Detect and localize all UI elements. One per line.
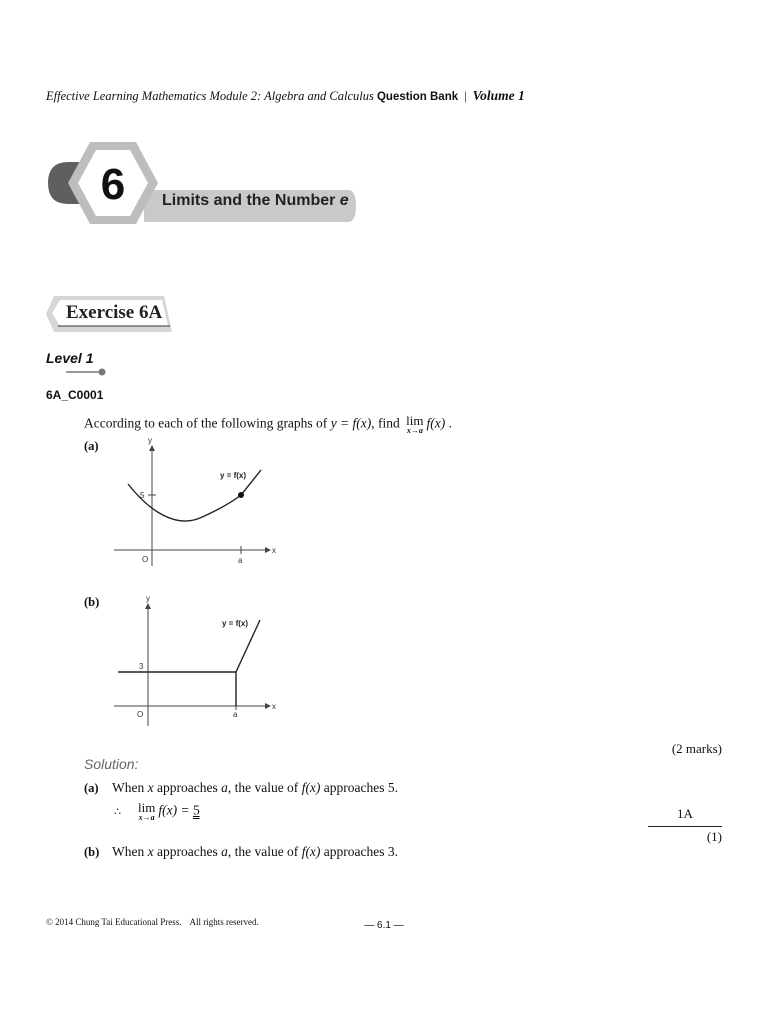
graph-a-point [238, 492, 244, 498]
graph-a-y-tick-label: 5 [140, 491, 145, 500]
chapter-title-text: Limits and the Number [162, 192, 340, 209]
graph-b-x-label: x [272, 702, 276, 711]
solution-b-var-x: x [147, 844, 154, 859]
solution-b-text-3: , the value of [227, 844, 302, 859]
graph-a-curve-label: y = f(x) [220, 471, 247, 480]
header-separator: | [464, 89, 467, 103]
solution-heading: Solution: [84, 756, 139, 772]
chapter-banner [44, 140, 356, 226]
conclusion-limit [138, 801, 155, 822]
conclusion-expression: f(x) = [158, 802, 193, 818]
chapter-title [162, 192, 349, 210]
exercise-title: Exercise 6A [66, 302, 163, 323]
level-underline [66, 366, 106, 378]
conclusion-limit-word: lim [138, 800, 156, 815]
graph-a-x-tick-label: a [238, 556, 243, 565]
solution-part-b [84, 844, 398, 860]
solution-a-fx: f(x) [301, 780, 321, 795]
graph-b-y-label: y [146, 594, 150, 603]
solution-a-conclusion [114, 801, 200, 822]
mark-award: 1A [677, 806, 693, 821]
therefore-symbol: ∴ [114, 805, 121, 818]
part-a-label: (a) [84, 439, 99, 453]
solution-b-label: (b) [84, 845, 100, 859]
level-bullet [99, 369, 106, 376]
graph-a-y-label: y [148, 436, 152, 445]
book-title: Effective Learning Mathematics Module 2: Algebra and Calculus [46, 89, 374, 103]
solution-a-text-3: , the value of [227, 780, 302, 795]
solution-a-text-1: When [112, 780, 148, 795]
chapter-number: 6 [100, 160, 126, 209]
graph-b [110, 590, 290, 730]
solution-a-label: (a) [84, 781, 99, 795]
solution-a-text-4: approaches 5. [320, 780, 399, 795]
solution-b-text-2: approaches [153, 844, 222, 859]
limit-notation [406, 414, 423, 435]
solution-b-text-4: approaches 3. [320, 844, 399, 859]
page-number: — 6.1 — [364, 920, 404, 931]
solution-b-text-1: When [112, 844, 148, 859]
marks-total: (2 marks) [671, 741, 722, 756]
mark-rule [648, 826, 722, 827]
graph-b-y-tick-label: 3 [139, 662, 144, 671]
rights-text: All rights reserved. [189, 917, 259, 927]
copyright-text: © 2014 Chung Tai Educational Press. [46, 917, 182, 927]
limit-expression: f(x) [426, 415, 446, 431]
graph-b-x-tick-label: a [233, 710, 238, 719]
level-heading: Level 1 [46, 350, 94, 366]
question-id: 6A_C0001 [46, 388, 104, 402]
solution-b-fx: f(x) [301, 844, 321, 859]
chapter-title-symbol: e [339, 192, 349, 209]
solution-a-text-2: approaches [153, 780, 222, 795]
graph-a-x-label: x [272, 546, 276, 555]
question-equation: y = f(x) [330, 415, 372, 431]
graph-b-origin: O [137, 710, 144, 719]
limit-subscript: x→a [406, 426, 423, 435]
graph-a [110, 432, 290, 572]
part-b-label: (b) [84, 595, 100, 609]
question-intro: According to each of the following graphs of [84, 415, 331, 431]
solution-a-var-x: x [147, 780, 154, 795]
solution-a-var-a: a [221, 780, 228, 795]
conclusion-answer: 5 [192, 802, 200, 818]
question-end: . [445, 415, 452, 431]
mark-subtotal: (1) [706, 829, 722, 844]
limit-word: lim [406, 413, 424, 428]
solution-b-var-a: a [221, 844, 228, 859]
conclusion-limit-subscript: x→a [138, 813, 155, 822]
solution-part-a [84, 780, 398, 796]
question-find: , find [371, 415, 404, 431]
graph-b-curve-label: y = f(x) [222, 619, 249, 628]
section-label: Question Bank [376, 91, 459, 103]
running-header [46, 88, 525, 104]
graph-a-origin: O [142, 555, 149, 564]
volume-label: Volume 1 [472, 88, 525, 103]
